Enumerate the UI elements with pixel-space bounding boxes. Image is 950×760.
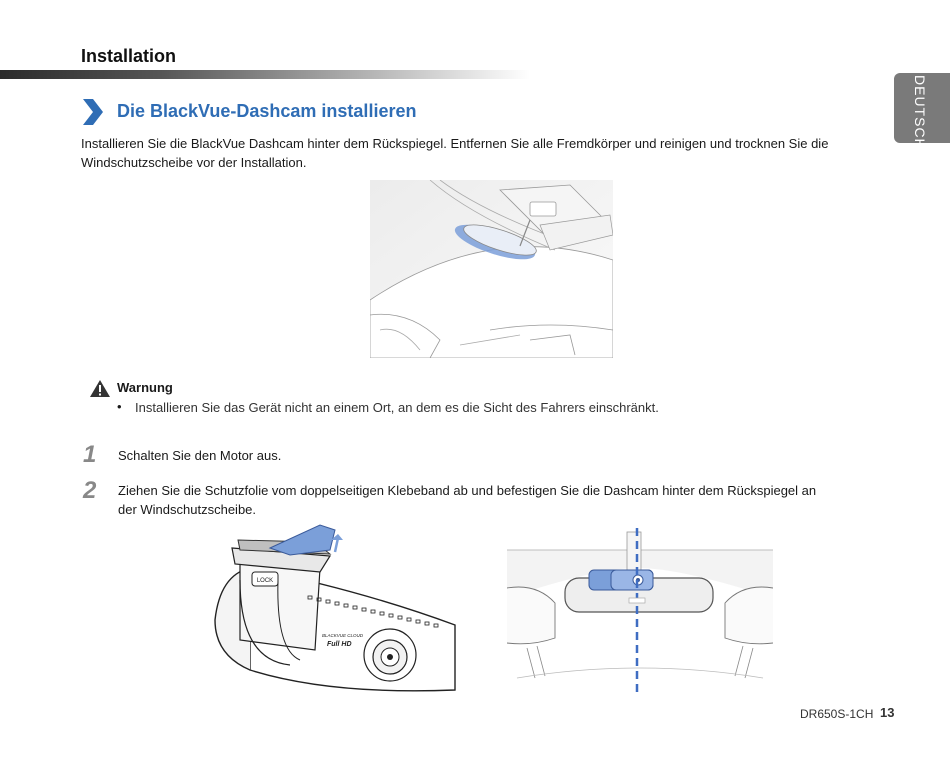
bullet-icon: • (117, 399, 122, 414)
dashcam-illustration (210, 520, 460, 695)
footer-model: DR650S-1CH (800, 707, 874, 721)
step-text: Schalten Sie den Motor aus. (118, 448, 282, 463)
mirror-placement-illustration (507, 528, 773, 693)
header-divider-bar (0, 70, 530, 79)
warning-icon (89, 379, 111, 398)
warning-item: Installieren Sie das Gerät nicht an einem Ort, an dem es die Sicht des Fahrers einschränkt. (135, 400, 659, 415)
windshield-illustration (370, 180, 613, 358)
section-heading: Die BlackVue-Dashcam installieren (117, 101, 417, 121)
step-number: 1 (83, 441, 97, 468)
section-title: Installation (81, 46, 177, 66)
intro-paragraph: Installieren Sie die BlackVue Dashcam hinter dem Rückspiegel. Entfernen Sie alle Fremdkörper und reinigen und trocknen Sie die Windschutzscheibe vor der Installation. (81, 136, 829, 170)
warning-title: Warnung (117, 380, 173, 395)
language-tab (894, 73, 950, 150)
step-number: 2 (83, 477, 97, 504)
language-tab-label: DEUTSCH (912, 75, 928, 150)
page-number: 13 (880, 705, 895, 720)
brand-label: BLACKVUE CLOUD (322, 633, 364, 638)
step-text: Ziehen Sie die Schutzfolie vom doppelseitigen Klebeband ab und befestigen Sie die Dashcam hinter dem Rückspiegel an der Windschutzscheibe. (118, 483, 817, 517)
resolution-label: Full HD (327, 641, 352, 648)
lock-label: LOCK (256, 578, 274, 584)
chevron-right-icon (81, 98, 105, 126)
